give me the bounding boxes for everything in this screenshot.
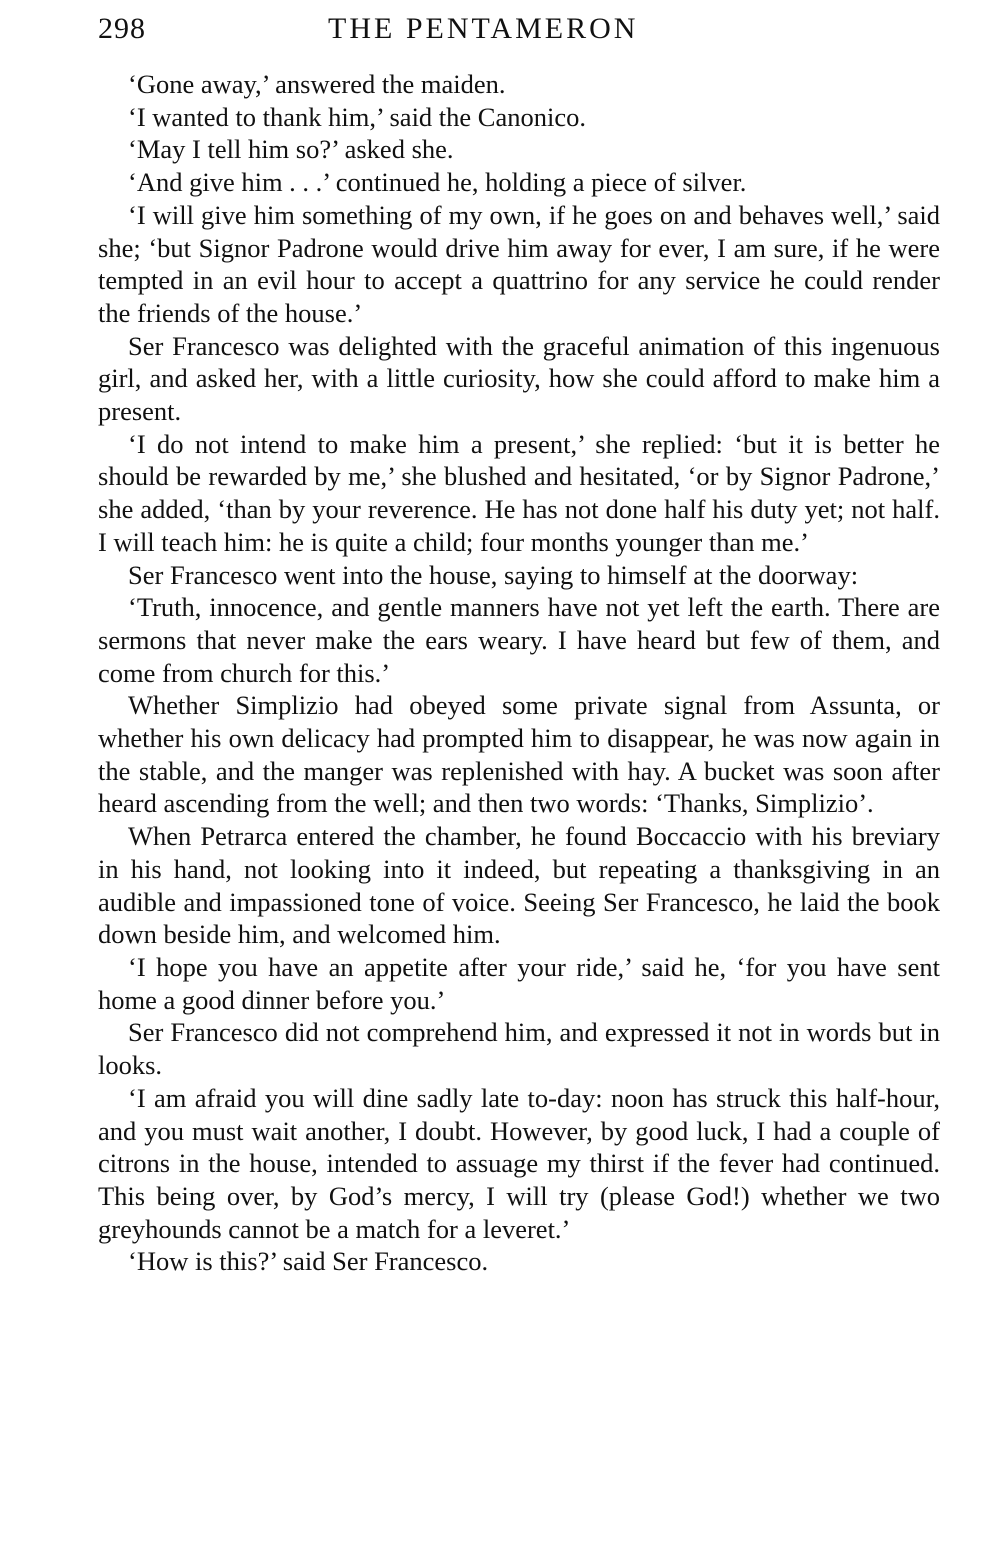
paragraph-hope-appetite: ‘I hope you have an appetite after your ride,’ said he, ‘for you have sent home a good dinner before you.’ [98,951,940,1015]
paragraph-afraid-dine-late: ‘I am afraid you will dine sadly late to-day: noon has struck this half-hour, and you must wait another, I doubt. However, by good luck, I had a couple of citrons in the house, intended to assuage my thirst if the fever had continued. This being over, by God’s mercy, I will try (please God!) whether we two greyhounds cannot be a match for a leveret.’ [98,1082,940,1244]
paragraph-may-i-tell: ‘May I tell him so?’ asked she. [128,134,454,165]
paragraph-truth-innocence: ‘Truth, innocence, and gentle manners have not yet left the earth. There are sermons that never make the ears weary. I have heard but few of them, and come from church for this.’ [98,592,940,688]
paragraph-when-petrarca: When Petrarca entered the chamber, he found Boccaccio with his breviary in his hand, not looking into it indeed, but repeating a thanksgiving in an audible and impassioned tone of voice. Seeing Ser Francesco, he laid the book down beside him, and welcomed him. [98,821,940,950]
paragraph-how-is-this: ‘How is this?’ said Ser Francesco. [128,1246,489,1277]
body-text [98,68,940,1278]
paragraph-and-give-him: ‘And give him . . .’ continued he, holding a piece of silver. [128,167,747,198]
book-title: THE PENTAMERON [328,12,639,45]
page-number: 298 [98,12,146,45]
paragraph-ser-francesco-delighted: Ser Francesco was delighted with the graceful animation of this ingenuous girl, and asked her, with a little curiosity, how she could afford to make him a present. [98,330,940,427]
paragraph-whether-simplizio: Whether Simplizio had obeyed some private signal from Assunta, or whether his own delicacy had prompted him to disappear, he was now again in the stable, and the manger was replenished with hay. A bucket was soon after heard ascending from the well; and then two words: ‘Thanks, Simplizio’. [98,690,940,819]
running-head [98,12,944,56]
paragraph-gone-away: ‘Gone away,’ answered the maiden. [128,69,506,99]
paragraph-did-not-comprehend: Ser Francesco did not comprehend him, and expressed it not in words but in looks. [98,1017,940,1081]
paragraph-i-will-give: ‘I will give him something of my own, if he goes on and behaves well,’ said she; ‘but Signor Padrone would drive him away for ever, I am sure, if he were tempted in an evil hour to accept a quattrino for any service he could render the friends of the house.’ [98,199,940,328]
paragraph-went-into-house: Ser Francesco went into the house, saying to himself at the doorway: [128,559,859,590]
paragraph-wanted-to-thank: ‘I wanted to thank him,’ said the Canonico. [128,101,586,132]
paragraph-do-not-intend: ‘I do not intend to make him a present,’ she replied: ‘but it is better he should be rewarded by me,’ she blushed and hesitated, ‘or by Signor Padrone,’ she added, ‘than by your reverence. He has not done half his duty yet; not half. I will teach him: he is quite a child; four months younger than me.’ [98,428,940,557]
